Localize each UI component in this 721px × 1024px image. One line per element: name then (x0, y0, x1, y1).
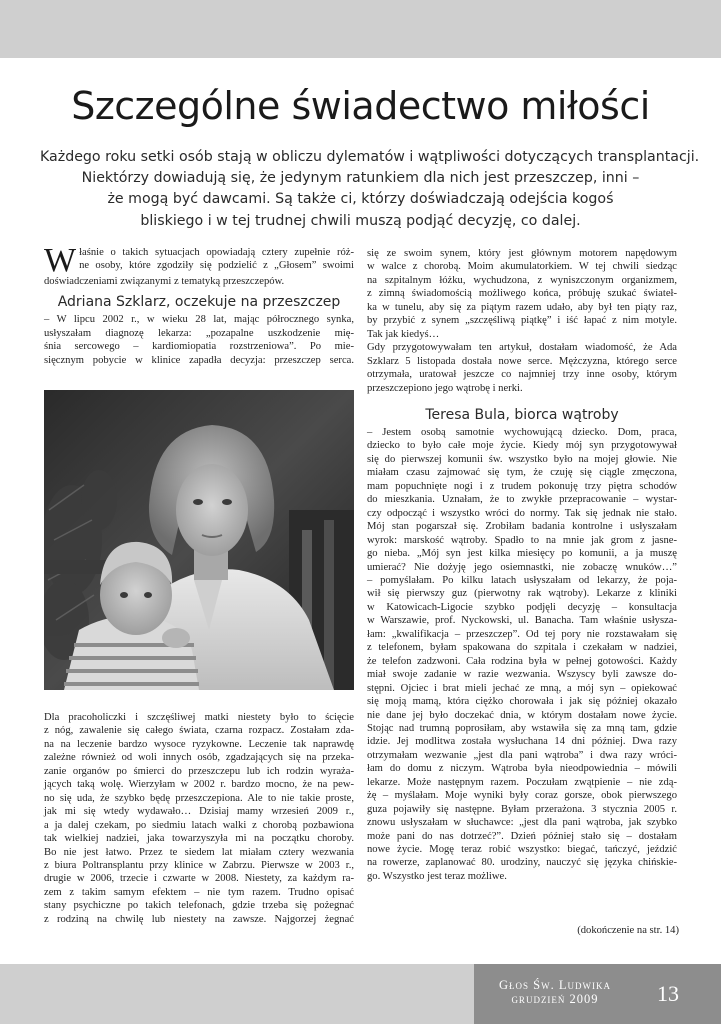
text-line: miałam czasu zajmować się tym, że czuję się ciągle zmęczona, (367, 467, 677, 479)
lead-line: Każdego roku setki osób stają w obliczu dylematów i wątpliwości dotyczących transplantacji. (40, 149, 700, 165)
text-line: jak mi się wtedy wydawało… Dzisiaj mamy wrzesień 2009 r., (44, 806, 354, 818)
text-line: Tak jak kiedyś… (367, 328, 440, 340)
text-line: Dla pracoholiczki i szczęśliwej matki niestety było to ścięcie (44, 712, 354, 723)
lead-line: że mogą być dawcami. Są także ci, którzy doświadczają odejścia kogoś (107, 191, 614, 208)
text-line: się moją mamą, która ciężko chorowała i jak się później okazało (367, 696, 677, 708)
text-line: dziecko to było całe moje życie. Kiedy mój syn przygotowywał (367, 440, 677, 452)
text-line: żę – myślałam. Moje wyniki były coraz gorsze, obok pierwszego (367, 790, 677, 802)
text-line: miał swoje zadanie w razie wezwania. Wszyscy byli zawsze do- (367, 669, 677, 681)
section1-continuation (367, 247, 677, 395)
text-line: zależne również od woli innych osób, zgadzających się na przeka- (44, 752, 354, 764)
text-line: Gdy przygotowywałam ten artykuł, dostałam wiadomość, że Ada (367, 342, 677, 354)
text-line: może pani do nas dotrzeć?”. Dzień później stało się – dostałam (367, 830, 677, 842)
text-line: do mieszkania. Uznałam, że to zwykłe przepracowanie – wystar- (367, 494, 677, 506)
text-line: na szpitalnym łóżku, wychudzona, z wyniszczonym organizmem, (367, 274, 677, 286)
text-line: lekarze. Może następnym razem. Poczułam zwątpienie – nie zdą- (367, 776, 677, 788)
text-line: nie dane jej było doczekać dnia, w którym dostałam nowe życie. (367, 709, 677, 721)
text-line: wił się pierwszy guz (pierwotny rak wątroby). Lekarze z kliniki (367, 588, 677, 600)
text-line: stępni. Ojciec i brat mieli jechać ze mną, a mój syn – opiekować (367, 682, 677, 694)
section2-paragraph (367, 426, 677, 883)
text-line: by przybić z synem „szczęśliwą piątkę” i iść łapać z nim motyle. (367, 315, 677, 327)
text-line: go nieba. „Mój syn jest kilka miesięcy po komunii, a ja muszę (367, 548, 677, 560)
text-line: śnia sercowego – kardiomiopatia rozstrzeniowa”. Po mie- (44, 341, 354, 353)
text-line: ka w tunelu, aby się za piątym razem udało, aby był ten piąty raz, (367, 301, 677, 313)
text-line: na na leczenie bardzo wysoce ryzykowne. Leczenie tak naprawdę (44, 738, 354, 750)
text-line: nowe życie. Mogę teraz robić wszystko: biegać, tańczyć, jeździć (367, 844, 677, 856)
magazine-name-line: Głos Św. Ludwika (499, 978, 611, 992)
section-heading-adriana: Adriana Szklarz, oczekuje na przeszczep (57, 294, 341, 311)
lead-line: Niektórzy dowiadują się, że jedynym ratunkiem dla nich jest przeszczep, inni – (81, 170, 640, 187)
text-line: jących taką wolę. Wierzyłam w 2002 r. bardzo mocno, że na pew- (44, 779, 354, 791)
text-line: stany psychiczne po takich telefonach, gdzie trzeba się pożegnać (44, 900, 354, 912)
text-line: łam: „kwalifikacja – przeszczep”. Od tej pory nie rozstawałam się (367, 628, 677, 640)
text-line: na rowerze, zaplanować 80. urodziny, nauczyć się języka chińskie- (367, 857, 677, 869)
text-line: że telefon zadzwoni. Cała rodzina była w pełnej gotowości. Każdy (367, 655, 677, 667)
intro-paragraph (44, 242, 354, 288)
text-line: przeszczepiono jego wątrobę i nerki. (367, 382, 523, 394)
text-line: z nóg, zawalenie się całego świata, czarna rozpacz. Zostałam zda- (44, 725, 354, 737)
text-line: w walce z chorobą. Moim akumulatorkiem. W tej chwili siedząc (367, 261, 677, 273)
text-line: znowu usłyszałam w słuchawce: „jest dla pani wątroba, jak szybko (367, 817, 677, 829)
top-band (0, 0, 721, 58)
text-line: Stojąc nad trumną poprosiłam, aby wstawiła się za mną tam, gdzie (367, 722, 677, 734)
text-line: – W lipcu 2002 r., w wieku 28 lat, mając półrocznego synka, (44, 314, 354, 326)
text-line: się ze swoim synem, który jest głównym motorem napędowym (367, 248, 677, 259)
text-line: tak wielkiej nadziei, jaka towarzyszyła mi na początku choroby. (44, 833, 354, 845)
text-line: go. Wszystko jest teraz możliwe. (367, 870, 507, 882)
article-title: Szczególne świadectwo miłości (71, 84, 650, 128)
text-line: umierać? Nie dożyję jego osiemnastki, nie zobaczę wnuków…” (367, 561, 677, 573)
section1-paragraph-bottom (44, 711, 354, 926)
text-line: Mój stan pogarszał się. Zrobiłam badania kontrolne i usłyszałam (367, 521, 677, 533)
text-line: z zimną świadomością możliwego końca, próbuję szukać świateł- (367, 288, 677, 300)
text-line: a ja dalej czekam, po siedmiu latach walki z chorobą pozbawiona (44, 819, 354, 831)
right-column (367, 247, 677, 883)
text-line: Bo nie jest łatwo. Przez te siedem lat miałam cztery wezwania (44, 846, 354, 858)
text-line: z telefonem, byłam spakowana do szpitala i czekałam w nadziei, (367, 642, 677, 654)
drop-cap: W (44, 242, 77, 279)
left-column-top (44, 242, 354, 367)
text-line: usłyszałam diagnozę lekarza: „pozapalne uszkodzenie mię- (44, 327, 354, 339)
text-line: Szklarz 5 listopada dostała nowe serce. Mężczyzna, którego serce (367, 355, 677, 367)
text-line: doświadczeniami związanymi z tematyką przeszczepów. (44, 276, 285, 287)
continuation-note: (dokończenie na str. 14) (577, 925, 679, 936)
text-line: idzie. Jej modlitwa została wysłuchana 14 dni później. Dwa razy (367, 736, 677, 748)
page-number: 13 (657, 981, 679, 1006)
text-line: otrzymałam wezwanie „jest dla pani wątroba” i dwa razy wróci- (367, 749, 677, 761)
text-line: łam do domu z niczym. Wątroba była nieodpowiednia – mówili (367, 763, 677, 775)
photo-mother-and-son (44, 390, 354, 690)
magazine-name (490, 978, 620, 1006)
text-line: z rodziną na chwilę lub niestety na zawsze. Najgorzej żegnać (44, 913, 354, 925)
text-line: no się uda, że szybko będę przeszczepiona. Ale to nie takie proste, (44, 792, 354, 804)
text-line: guza pojawiły się następne. Byłam przerażona. 3 stycznia 2005 r. (367, 803, 677, 815)
text-line: w Warszawie, prof. Nyckowski, ul. Banacha. Tam właśnie usłysza- (367, 615, 677, 627)
text-line: wyrok: marskość wątroby. Spadło to na mnie jak grom z jasne- (367, 534, 677, 546)
text-line: sięcznym pobycie w klinice zapadła decyzja: przeszczep serca. (44, 354, 354, 366)
text-line: ne osoby, które zgodziły się podzielić z „Głosem” swoimi (79, 260, 354, 272)
text-line: zanie organów po śmierci do przeszczepu lub ich rodzin wyraża- (44, 765, 354, 777)
text-line: się do pierwszej komunii św. wszystko było na mojej głowie. Nie (367, 453, 677, 465)
section-heading-teresa: Teresa Bula, biorca wątroby (425, 406, 619, 423)
left-column-bottom (44, 711, 354, 926)
text-line: zem z takim samym efektem – nie tym razem. Trudno opisać (44, 886, 354, 898)
text-line: w Katowicach-Ligocie szybko podjęli decyzję – konsultacja (367, 601, 677, 613)
text-line: z biura Poltransplantu przy klinice w Zabrzu. Pierwsze w 2003 r., (44, 859, 354, 871)
text-line: – pomyślałam. Po kilku latach usłyszałam od lekarzy, że poja- (367, 574, 677, 586)
text-line: czy odpocząć i wszystko wróci do normy. Tak się jednak nie stało. (367, 507, 677, 519)
text-line: mam popuchnięte nogi i z trudem pokonuję trzy piętra schodów (367, 480, 677, 492)
lead-line: bliskiego i w tej trudnej chwili muszą podjąć decyzję, co dalej. (140, 212, 581, 229)
text-line: łaśnie o takich sytuacjach opowiadają cztery zupełnie róż- (79, 247, 354, 258)
text-line: drugie w 2006, trzecie i czwarte w 2008. Niestety, za każdym ra- (44, 873, 354, 885)
text-line: otrzymała, uratował jeszcze co najmniej trzy inne osoby, którym (367, 369, 677, 381)
text-line: – Jestem osobą samotnie wychowującą dziecko. Dom, praca, (367, 426, 677, 438)
magazine-issue-date: grudzień 2009 (511, 992, 599, 1006)
section1-paragraph-top (44, 313, 354, 367)
article-lead (40, 147, 700, 232)
